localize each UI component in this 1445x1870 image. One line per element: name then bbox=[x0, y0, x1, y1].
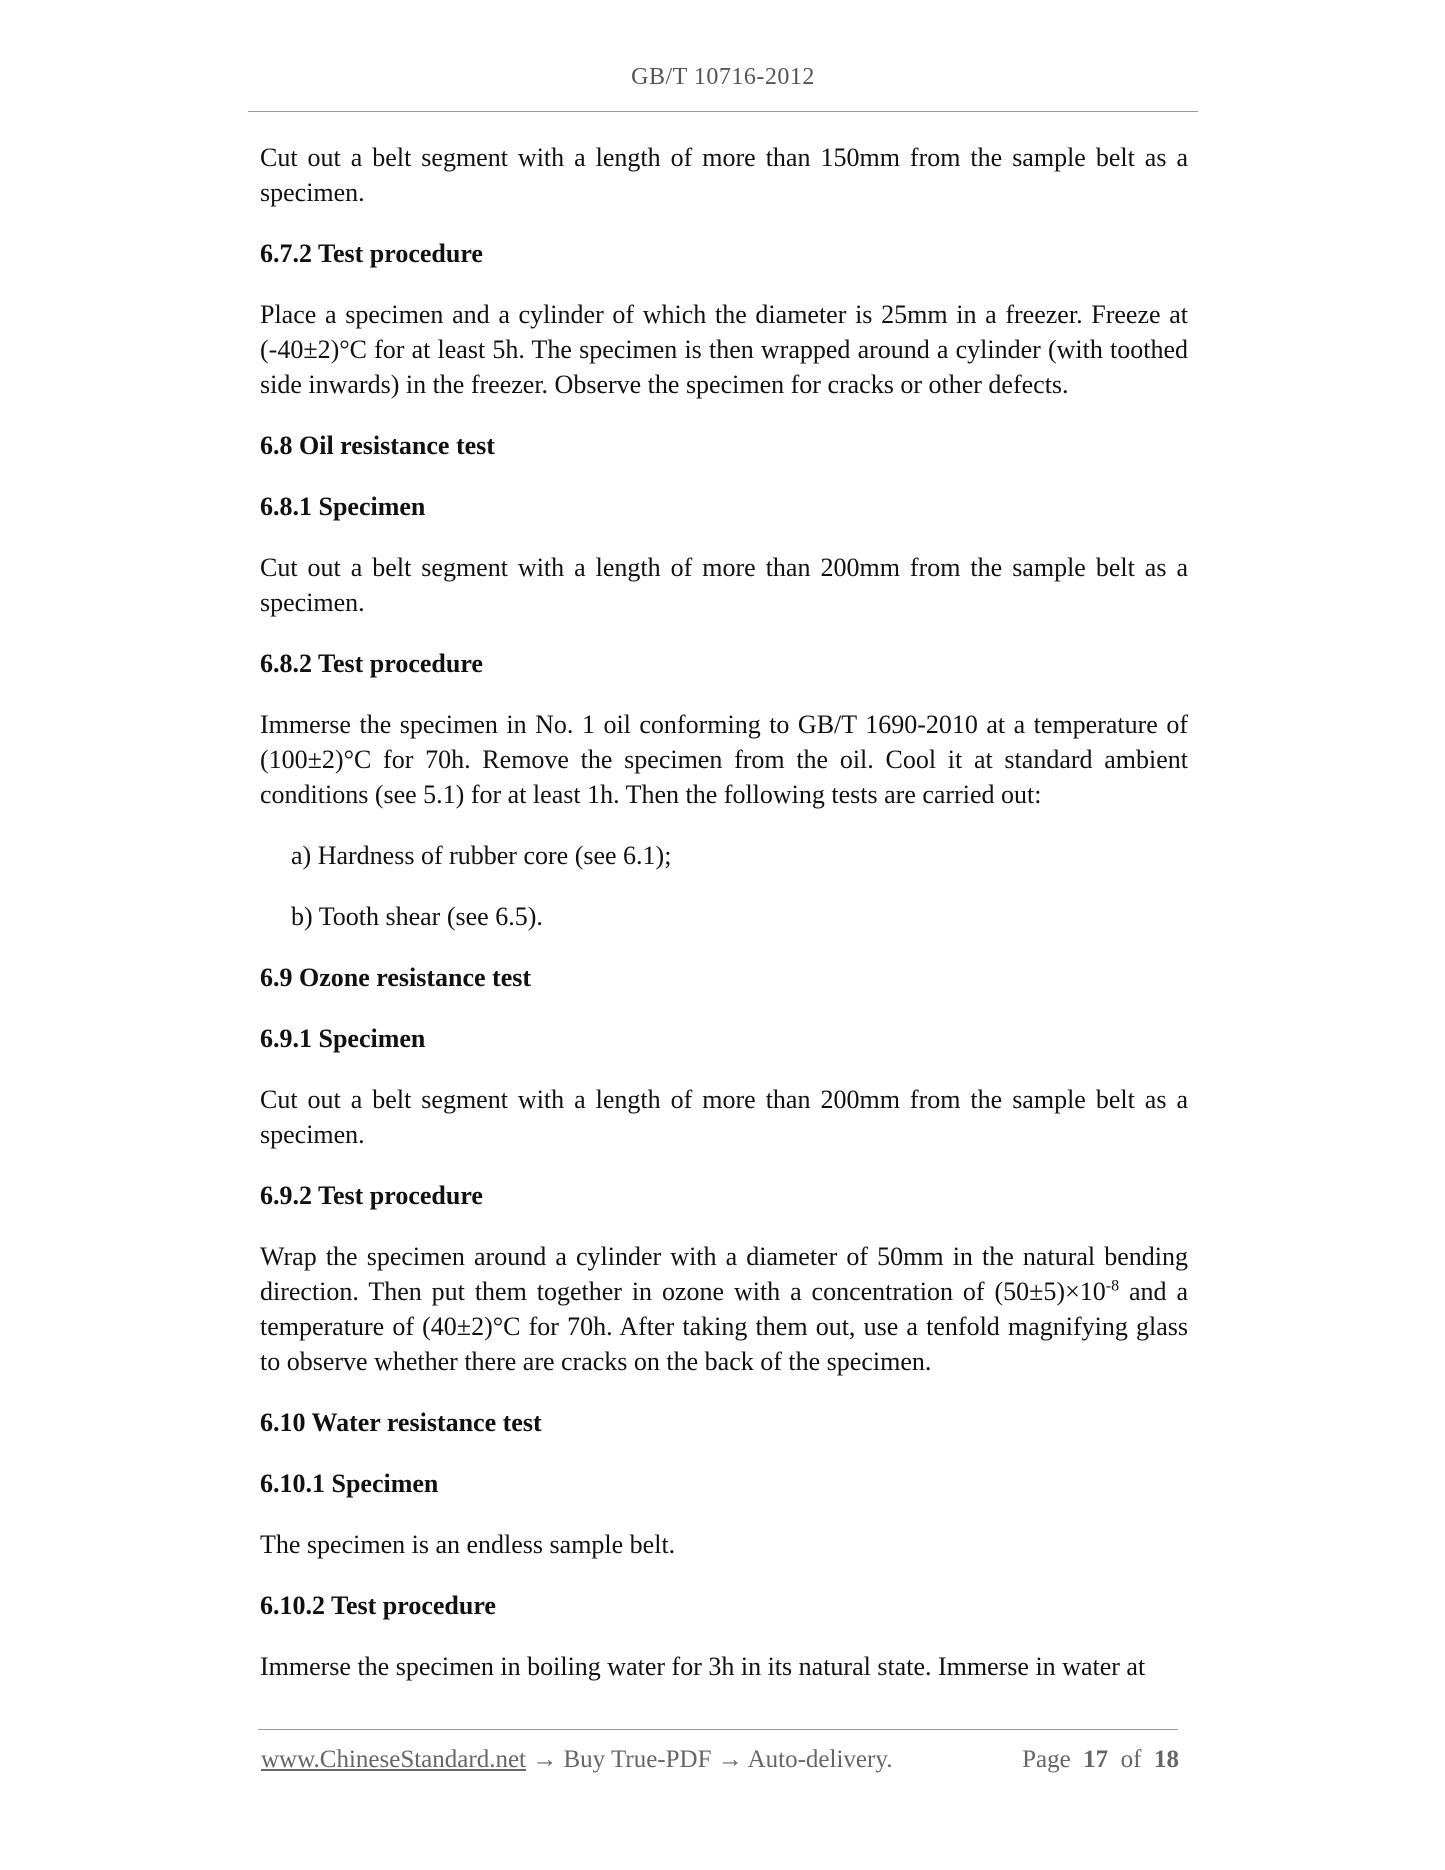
paragraph-endless-belt: The specimen is an endless sample belt. bbox=[260, 1530, 676, 1559]
document-body bbox=[260, 140, 1188, 1710]
list-item-b: b) Tooth shear (see 6.5). bbox=[291, 902, 543, 931]
heading-6-9-1: 6.9.1 Specimen bbox=[260, 1024, 426, 1053]
heading-6-7-2: 6.7.2 Test procedure bbox=[260, 239, 483, 268]
paragraph-water-procedure: Immerse the specimen in boiling water for 3h in its natural state. Immerse in water at bbox=[260, 1652, 1146, 1681]
heading-6-9-2: 6.9.2 Test procedure bbox=[260, 1181, 483, 1210]
site-link[interactable]: www.ChineseStandard.net bbox=[261, 1746, 526, 1773]
ozone-text-part1: Wrap the specimen around a cylinder with a diameter of 50mm in the natural bending direction. Then put them together in ozone with a concentration of (50±5)×10 bbox=[260, 1242, 1188, 1306]
total-page-number: 18 bbox=[1154, 1746, 1179, 1773]
list-item-a: a) Hardness of rubber core (see 6.1); bbox=[291, 841, 672, 870]
ozone-text-part2: and a temperature of (40±2)°C for 70h. After taking them out, use a tenfold magnifying glass to observe whether there are cracks on the back of the specimen. bbox=[260, 1277, 1188, 1376]
footer-divider bbox=[258, 1729, 1178, 1730]
page-counter bbox=[1022, 1746, 1179, 1774]
of-label: of bbox=[1120, 1746, 1142, 1773]
paragraph-oil-procedure: Immerse the specimen in No. 1 oil conforming to GB/T 1690-2010 at a temperature of (100±2)°C for 70h. Remove the specimen from the oil. Cool it at standard ambient conditions (see 5.1) for at least 1h. Then the following tests are carried out: bbox=[260, 710, 1188, 809]
paragraph-specimen-681: Cut out a belt segment with a length of more than 200mm from the sample belt as a specimen. bbox=[260, 553, 1188, 617]
heading-6-9: 6.9 Ozone resistance test bbox=[260, 963, 532, 992]
page-label: Page bbox=[1022, 1746, 1071, 1773]
heading-6-8-2: 6.8.2 Test procedure bbox=[260, 649, 483, 678]
page-header-title: GB/T 10716-2012 bbox=[631, 64, 815, 90]
ozone-exponent: -8 bbox=[1105, 1277, 1120, 1295]
heading-6-8-1: 6.8.1 Specimen bbox=[260, 492, 426, 521]
current-page-number: 17 bbox=[1083, 1746, 1109, 1773]
footer-promo bbox=[261, 1746, 892, 1774]
heading-6-10: 6.10 Water resistance test bbox=[260, 1408, 542, 1437]
heading-6-8: 6.8 Oil resistance test bbox=[260, 431, 495, 460]
heading-6-10-2: 6.10.2 Test procedure bbox=[260, 1591, 496, 1620]
footer-tagline: → Buy True-PDF → Auto-delivery. bbox=[526, 1746, 893, 1773]
heading-6-10-1: 6.10.1 Specimen bbox=[260, 1469, 439, 1498]
paragraph-freezer-procedure: Place a specimen and a cylinder of which the diameter is 25mm in a freezer. Freeze at (-40±2)°C for at least 5h. The specimen is then wrapped around a cylinder (with toothed side inwards) in the freezer. Observe the specimen for cracks or other defects. bbox=[260, 300, 1188, 399]
paragraph-specimen-672: Cut out a belt segment with a length of more than 150mm from the sample belt as a specimen. bbox=[260, 143, 1188, 207]
header-divider bbox=[248, 111, 1198, 112]
paragraph-specimen-691: Cut out a belt segment with a length of more than 200mm from the sample belt as a specimen. bbox=[260, 1085, 1188, 1149]
paragraph-ozone-procedure bbox=[260, 1239, 1188, 1379]
